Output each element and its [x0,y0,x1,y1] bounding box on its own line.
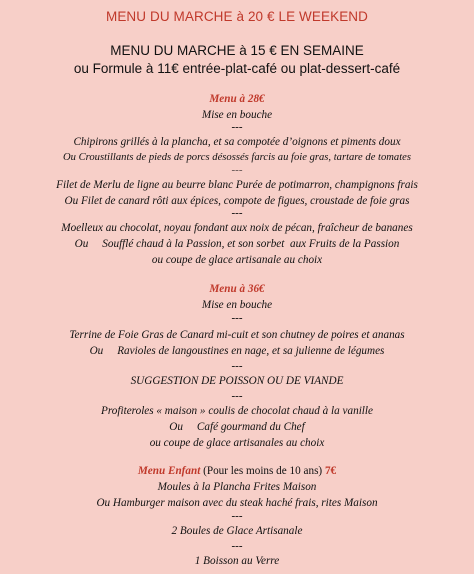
weekday-formula-line: ou Formule à 11€ entrée-plat-café ou plat-dessert-café [73,61,401,76]
menu-28-starter-1: Chipirons grillés à la plancha, et sa compotée d’oignons et piments doux [73,136,401,148]
menu-36-amuse: Mise en bouche [201,299,273,311]
menu-36-separator-3: --- [231,390,243,402]
weekday-menu-heading: MENU DU MARCHE à 15 € EN SEMAINE [110,43,364,58]
menu-enfant-main-2: Ou Hamburger maison avec du steak haché frais, rites Maison [96,497,378,509]
menu-36-separator-1: --- [231,312,243,324]
menu-36-dessert-1: Profiteroles « maison » coulis de chocolat chaud à la vanille [101,405,373,417]
menu-28-main-1: Filet de Merlu de ligne au beurre blanc Purée de potimarron, champignons frais [56,179,418,191]
menu-enfant-drink: 1 Boisson au Verre [194,555,280,567]
menu-36-title: Menu à 36€ [209,283,265,295]
menu-28-separator-2: --- [231,164,243,176]
menu-36-starter-2: Ou Ravioles de langoustines en nage, et sa julienne de légumes [89,345,385,357]
menu-enfant-main-1: Moules à la Plancha Frites Maison [157,481,317,493]
menu-28-main-2: Ou Filet de canard rôti aux épices, compote de figues, croustade de foie gras [64,195,410,207]
menu-enfant-title-line [0,464,474,478]
menu-28-separator-1: --- [231,121,243,133]
menu-36-dessert-2: Ou Café gourmand du Chef [169,421,305,433]
menu-28-amuse: Mise en bouche [201,109,273,121]
menu-28-starter-2: Ou Croustillants de pieds de porcs désossés farcis au foie gras, tartare de tomates [62,152,411,163]
menu-28-dessert-3: ou coupe de glace artisanale au choix [151,254,323,266]
menu-enfant-age-note: (Pour les moins de 10 ans) [200,465,325,477]
menu-enfant-separator-2: --- [231,540,243,552]
menu-enfant-price: 7€ [324,465,337,477]
menu-36-separator-2: --- [231,360,243,372]
menu-enfant-dessert: 2 Boules de Glace Artisanale [171,525,303,537]
menu-enfant-title: Menu Enfant [137,465,201,477]
menu-enfant-separator-1: --- [231,510,243,522]
menu-36-main: SUGGESTION DE POISSON OU DE VIANDE [130,375,344,387]
menu-28-dessert-2: Ou Soufflé chaud à la Passion, et son sorbet aux Fruits de la Passion [74,238,400,250]
menu-28-title: Menu à 28€ [209,93,265,105]
weekend-menu-heading: MENU DU MARCHE à 20 € LE WEEKEND [105,9,368,24]
menu-28-separator-3: --- [231,207,243,219]
menu-36-dessert-3: ou coupe de glace artisanales au choix [149,437,325,449]
menu-36-starter-1: Terrine de Foie Gras de Canard mi-cuit et son chutney de poires et ananas [69,329,405,341]
menu-28-dessert-1: Moelleux au chocolat, noyau fondant aux noix de pécan, fraîcheur de bananes [61,222,413,234]
